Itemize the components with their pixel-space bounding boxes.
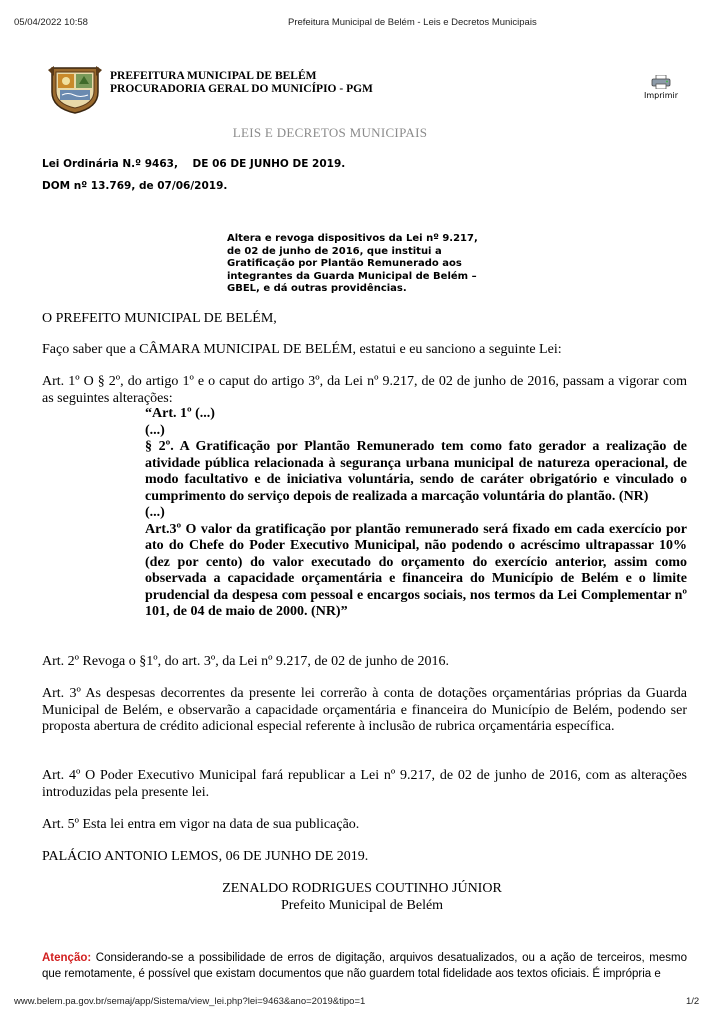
page-number: 1/2 bbox=[686, 996, 700, 1007]
article-2: Art. 2º Revoga o §1º, do art. 3º, da Lei nº 9.217, de 02 de junho de 2016. bbox=[42, 654, 449, 669]
quote-article-3: Art.3º O valor da gratificação por plantão remunerado será fixado em cada exercício por ato do Chefe do Poder Executivo Municipal, não podendo o acréscimo ultrapassar 10% (dez por cento) do valor executado do orçamento do exercício anterior, assim como observada a capacidade orçamentária e financeira do Município de Belém e o limite prudencial da despesa com pessoal e encargos sociais, nos termos da Lei Complementar nº 101, de 04 de maio de 2000. (NR)” bbox=[145, 521, 687, 619]
article-4: Art. 4º O Poder Executivo Municipal fará republicar a Lei nº 9.217, de 02 de junho de 2016, com as alterações introduzidas pela presente lei. bbox=[42, 768, 687, 800]
enactment-clause: Faço saber que a CÂMARA MUNICIPAL DE BELÉM, estatui e eu sanciono a seguinte Lei: bbox=[42, 342, 562, 357]
article-5: Art. 5º Esta lei entra em vigor na data de sua publicação. bbox=[42, 817, 360, 832]
coat-of-arms-icon bbox=[48, 62, 102, 114]
law-summary: Altera e revoga dispositivos da Lei nº 9.217, de 02 de junho de 2016, que institui a Gratificação por Plantão Remunerado aos integrantes da Guarda Municipal de Belém – GBEL, e dá outras providências. bbox=[227, 233, 478, 294]
section-title: LEIS E DECRETOS MUNICIPAIS bbox=[232, 125, 428, 140]
print-button-label: Imprimir bbox=[643, 91, 679, 100]
quote-line: “Art. 1º (...) bbox=[145, 406, 215, 421]
article-3: Art. 3º As despesas decorrentes da presente lei correrão à conta de dotações orçamentárias próprias da Guarda Municipal de Belém, e observarão a capacidade orçamentária e financeira do Município de Belém, podendo ser proposta abertura de crédito adicional especial referente à inclusão de rubrica orçamentária específica. bbox=[42, 686, 687, 734]
printer-icon bbox=[651, 75, 671, 89]
law-identifier: Lei Ordinária N.º 9463, DE 06 DE JUNHO DE 2019. bbox=[42, 158, 346, 170]
print-button[interactable] bbox=[639, 75, 683, 103]
quote-paragraph-2: § 2º. A Gratificação por Plantão Remunerado tem como fato gerador a realização de atividade pública relacionada à segurança urbana municipal de natureza operacional, de modo facultativo e de iniciativa voluntária, sendo de caráter obrigatório e vinculado o cumprimento do serviço depois de realizada a marcação voluntária do plantão. (NR) bbox=[145, 439, 687, 504]
dom-reference: DOM nº 13.769, de 07/06/2019. bbox=[42, 180, 228, 192]
page-url[interactable]: www.belem.pa.gov.br/semaj/app/Sistema/view_lei.php?lei=9463&ano=2019&tipo=1 bbox=[14, 996, 366, 1007]
quote-line: (...) bbox=[145, 505, 165, 520]
org-department: PROCURADORIA GERAL DO MUNICÍPIO - PGM bbox=[110, 83, 373, 95]
amendment-quote bbox=[145, 406, 687, 621]
disclaimer-text: Considerando-se a possibilidade de erros de digitação, arquivos desatualizados, ou a ação de terceiros, mesmo que remotamente, é possível que existam documentos que não guardem total fidelidade aos textos oficiais. É imprópria e bbox=[42, 952, 687, 980]
signer-role: Prefeito Municipal de Belém bbox=[280, 898, 444, 913]
print-page-title: Prefeitura Municipal de Belém - Leis e Decretos Municipais bbox=[288, 17, 537, 28]
article-1: Art. 1º O § 2º, do artigo 1º e o caput do artigo 3º, da Lei nº 9.217, de 02 de junho de 2016, passam a vigorar com as seguintes alterações: bbox=[42, 374, 687, 406]
org-name: PREFEITURA MUNICIPAL DE BELÉM bbox=[110, 70, 317, 82]
quote-line: (...) bbox=[145, 422, 165, 438]
disclaimer-notice bbox=[42, 950, 687, 982]
signer-name: ZENALDO RODRIGUES COUTINHO JÚNIOR bbox=[222, 881, 502, 896]
attention-label: Atenção: bbox=[42, 952, 92, 964]
preamble: O PREFEITO MUNICIPAL DE BELÉM, bbox=[42, 311, 277, 326]
print-datetime: 05/04/2022 10:58 bbox=[14, 17, 88, 28]
place-and-date: PALÁCIO ANTONIO LEMOS, 06 DE JUNHO DE 2019. bbox=[42, 849, 369, 864]
